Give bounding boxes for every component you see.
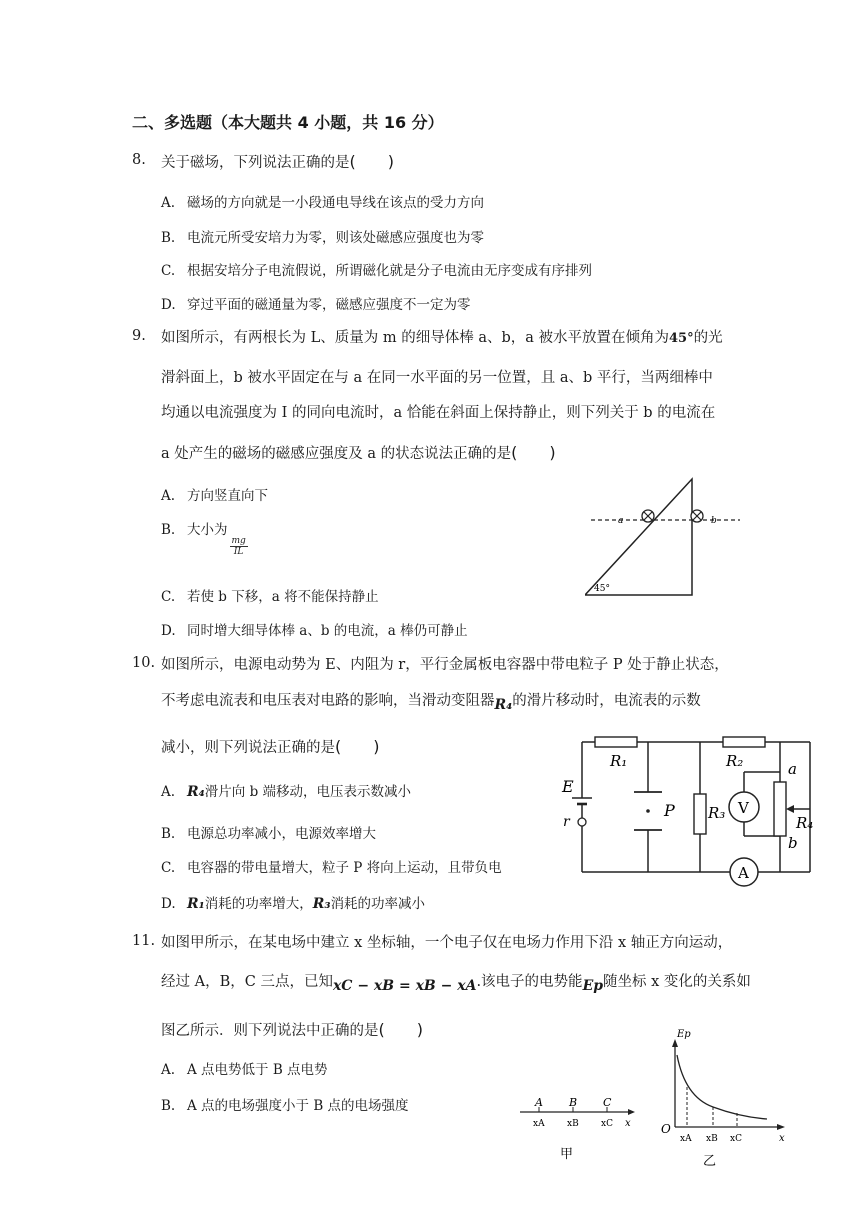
question-8-option-b: B. 电流元所受安培力为零，则该处磁感应强度也为零 xyxy=(161,230,484,246)
question-9-line1: 如图所示，有两根长为 L、质量为 m 的细导体棒 a、b，a 被水平放置在倾角为45°的光 xyxy=(161,330,723,346)
incline-angle-label: 45° xyxy=(594,584,610,594)
figure-yi-caption: 乙 xyxy=(703,1154,717,1169)
question-9-number: 9. xyxy=(132,328,146,344)
circuit-figure xyxy=(560,730,825,890)
question-9-line2: 滑斜面上，b 被水平固定在与 a 在同一水平面的另一位置，且 a、b 平行，当两细棒中 xyxy=(161,370,713,386)
slider-arrow-icon xyxy=(786,805,794,813)
label-e: E xyxy=(562,777,574,796)
question-8-option-d: D. 穿过平面的磁通量为零，磁感应强度不一定为零 xyxy=(161,297,471,313)
ep-inline: Ep xyxy=(582,978,604,994)
answer-paren: ( ) xyxy=(349,152,394,171)
label-r: r xyxy=(563,814,570,830)
tick-xb-label: xB xyxy=(706,1134,718,1144)
question-11-option-b: B. A 点的电场强度小于 B 点的电场强度 xyxy=(161,1098,409,1114)
question-11-line2: 经过 A，B，C 三点，已知xC − xB = xB − xA.该电子的电势能Ep随坐标 x 变化的关系如 xyxy=(161,974,751,994)
incline-figure xyxy=(585,475,745,600)
figure-jia-caption: 甲 xyxy=(560,1147,574,1162)
resistor-r3 xyxy=(694,794,706,834)
x-axis-arrow-icon xyxy=(777,1124,785,1130)
label-p: P xyxy=(664,801,675,820)
question-10-line3: 减小，则下列说法正确的是( ) xyxy=(161,737,380,756)
rod-a-current-into-page-icon xyxy=(642,510,654,522)
rod-a-label: a xyxy=(618,516,624,526)
question-11-number: 11. xyxy=(132,933,156,949)
ep-curve xyxy=(677,1055,767,1119)
label-terminal-b: b xyxy=(788,834,798,852)
section-title: 二、多选题（本大题共 4 小题，共 16 分） xyxy=(132,113,444,132)
tick-xb-label: xB xyxy=(567,1119,579,1129)
point-a-label: A xyxy=(535,1096,543,1109)
rheostat-r4 xyxy=(774,782,786,836)
tick-xc-label: xC xyxy=(730,1134,742,1144)
answer-paren: ( ) xyxy=(511,443,556,462)
fraction-mg-il: $\frac{mg}{IL}$ xyxy=(231,536,246,557)
question-8-option-c: C. 根据安培分子电流假说，所谓磁化就是分子电流由无序变成有序排列 xyxy=(161,263,592,279)
x-axis-arrow-icon xyxy=(628,1109,635,1115)
label-v: V xyxy=(738,799,749,817)
tick-xa-label: xA xyxy=(533,1119,545,1129)
question-10-line1: 如图所示，电源电动势为 E、内阻为 r，平行金属板电容器中带电粒子 P 处于静止状态， xyxy=(161,657,729,673)
question-11-line3: 图乙所示．则下列说法中正确的是( ) xyxy=(161,1020,423,1039)
internal-resistance-icon xyxy=(578,818,586,826)
label-r1: R₁ xyxy=(610,752,628,770)
angle-inline: 45° xyxy=(669,331,694,346)
point-c-label: C xyxy=(603,1096,612,1109)
question-10-option-b: B. 电源总功率减小，电源效率增大 xyxy=(161,826,376,842)
tick-xc-label: xC xyxy=(601,1119,613,1129)
rod-b-label: b xyxy=(711,516,717,526)
point-b-label: B xyxy=(569,1096,578,1109)
question-10-option-a: A. R₄滑片向 b 端移动，电压表示数减小 xyxy=(161,784,412,800)
question-10-option-c: C. 电容器的带电量增大，粒子 P 将向上运动，且带负电 xyxy=(161,860,502,876)
axis-x-label: x xyxy=(779,1133,785,1144)
question-8-option-a: A. 磁场的方向就是一小段通电导线在该点的受力方向 xyxy=(161,195,484,211)
rod-b-current-into-page-icon xyxy=(691,510,703,522)
tick-xa-label: xA xyxy=(680,1134,692,1144)
r4-inline: R₄ xyxy=(494,697,513,713)
label-r4: R₄ xyxy=(796,814,814,832)
question-9-line3: 均通以电流强度为 I 的同向电流时，a 恰能在斜面上保持静止，则下列关于 b 的电流在 xyxy=(161,405,716,421)
question-9-option-b: B. 大小为 $\frac{mg}{IL}$ xyxy=(161,522,246,557)
question-8-line1: 关于磁场，下列说法正确的是 xyxy=(161,155,350,171)
incline-triangle xyxy=(585,479,692,595)
question-10-option-d: D. R₁消耗的功率增大，R₃消耗的功率减小 xyxy=(161,896,426,912)
question-11-option-a: A. A 点电势低于 B 点电势 xyxy=(161,1062,328,1078)
question-9-option-d: D. 同时增大细导体棒 a、b 的电流，a 棒仍可静止 xyxy=(161,623,468,639)
ep-axis-arrow-icon xyxy=(672,1039,678,1047)
question-9-option-c: C. 若使 b 下移，a 将不能保持静止 xyxy=(161,589,379,605)
ep-axis-label: Ep xyxy=(677,1029,691,1040)
question-10-line2: 不考虑电流表和电压表对电路的影响，当滑动变阻器R₄的滑片移动时，电流表的示数 xyxy=(161,693,701,713)
label-terminal-a: a xyxy=(788,760,797,778)
question-8-stem xyxy=(161,152,394,173)
axis-x-label: x xyxy=(625,1118,631,1129)
label-r2: R₂ xyxy=(726,752,744,770)
answer-paren: ( ) xyxy=(378,1020,423,1039)
label-a: A xyxy=(738,864,749,882)
charged-particle-icon xyxy=(646,809,650,813)
question-9-line4: a 处产生的磁场的磁感应强度及 a 的状态说法正确的是( ) xyxy=(161,443,556,462)
figure-jia xyxy=(515,1090,645,1165)
resistor-r2 xyxy=(723,737,765,747)
label-r3: R₃ xyxy=(708,804,726,822)
answer-paren: ( ) xyxy=(335,737,380,756)
figure-yi xyxy=(655,1025,795,1175)
origin-label: O xyxy=(661,1122,671,1136)
question-11-line1: 如图甲所示，在某电场中建立 x 坐标轴，一个电子仅在电场力作用下沿 x 轴正方向运动， xyxy=(161,935,733,951)
question-8-number: 8. xyxy=(132,152,146,168)
question-9-option-a: A. 方向竖直向下 xyxy=(161,488,268,504)
question-10-number: 10. xyxy=(132,655,156,671)
resistor-r1 xyxy=(595,737,637,747)
position-formula: xC − xB = xB − xA xyxy=(332,978,477,994)
